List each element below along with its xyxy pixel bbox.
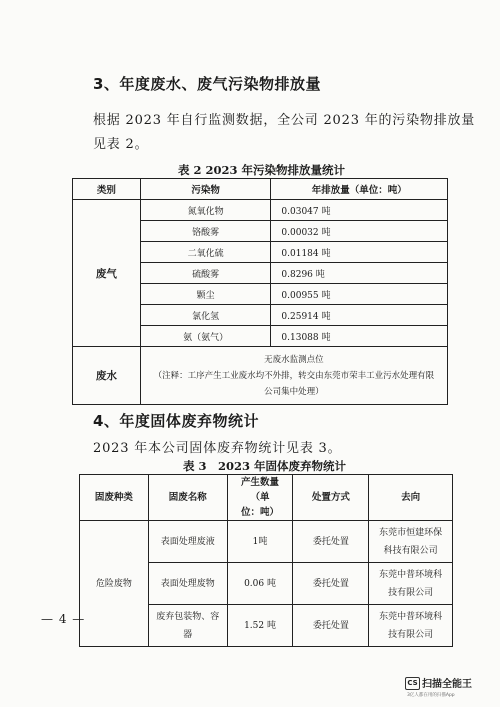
pollutant-name: 氨（氨气） bbox=[140, 326, 271, 347]
waste-dest-line2: 科技有限公司 bbox=[383, 545, 438, 556]
table3-header-dest: 去向 bbox=[369, 475, 453, 521]
pollutant-name: 颗尘 bbox=[140, 284, 271, 305]
table2-header-amount: 年排放量（单位：吨） bbox=[271, 179, 448, 200]
watermark-name: 扫描全能王 bbox=[422, 679, 472, 690]
waste-method: 委托处置 bbox=[293, 605, 369, 647]
watermark-subtitle: 3亿人都在用的扫描App bbox=[407, 693, 455, 698]
pollutant-amount: 0.13088 吨 bbox=[271, 326, 448, 347]
section3-heading: 3、年度废水、废气污染物排放量 bbox=[93, 75, 321, 93]
table3-caption: 表 3 2023 年固体废弃物统计 bbox=[183, 459, 347, 473]
pollutant-amount: 0.00955 吨 bbox=[271, 284, 448, 305]
pollutant-name: 氯化氢 bbox=[140, 305, 271, 326]
pollutant-name: 铬酸雾 bbox=[140, 221, 271, 242]
table2-header-pollutant: 污染物 bbox=[140, 179, 271, 200]
waste-name bbox=[148, 605, 227, 647]
waste-name: 表面处理废物 bbox=[148, 563, 227, 605]
pollutant-name: 硫酸雾 bbox=[140, 263, 271, 284]
table3-header-qty-line1: 产生数量（单 bbox=[241, 477, 280, 503]
section4-paragraph: 2023 年本公司固体废弃物统计见表 3。 bbox=[93, 441, 342, 456]
pollutant-amount: 0.00032 吨 bbox=[271, 221, 448, 242]
table3-header-method: 处置方式 bbox=[293, 475, 369, 521]
water-note-line1: 无废水监测点位 bbox=[264, 354, 324, 365]
table3-header-name: 固废名称 bbox=[148, 475, 227, 521]
pollutant-name: 氮氧化物 bbox=[140, 200, 271, 221]
table2-caption: 表 2 2023 年污染物排放量统计 bbox=[178, 163, 346, 177]
waste-method: 委托处置 bbox=[293, 521, 369, 563]
pollutant-amount: 0.03047 吨 bbox=[271, 200, 448, 221]
waste-dest bbox=[369, 521, 453, 563]
waste-method: 委托处置 bbox=[293, 563, 369, 605]
solid-waste-table bbox=[79, 474, 453, 647]
water-note-line3: 公司集中处理） bbox=[264, 386, 324, 397]
waste-name-line2: 器 bbox=[183, 629, 193, 640]
waste-dest bbox=[369, 563, 453, 605]
table3-header-qty-line2: 位：吨） bbox=[241, 507, 280, 518]
waste-name: 表面处理废液 bbox=[148, 521, 227, 563]
waste-dest-line1: 东莞市恒建环保 bbox=[379, 527, 443, 538]
pollutant-amount: 0.01184 吨 bbox=[271, 242, 448, 263]
air-category-cell: 废气 bbox=[73, 200, 141, 347]
table3-header-type: 固废种类 bbox=[80, 475, 149, 521]
table2-header-category: 类别 bbox=[73, 179, 141, 200]
section3-paragraph-line1: 根据 2023 年自行监测数据，全公司 2023 年的污染物排放量 bbox=[93, 113, 476, 128]
waste-dest-line1: 东莞中普环境科 bbox=[379, 611, 443, 622]
water-note-line2: （注释：工序产生工业废水均不外排，转交由东莞市荣丰工业污水处理有限 bbox=[153, 370, 435, 381]
table3-header-qty bbox=[227, 475, 293, 521]
pollutant-emission-table bbox=[72, 178, 448, 405]
page-number: — 4 — bbox=[41, 612, 86, 626]
waste-qty: 1吨 bbox=[227, 521, 293, 563]
waste-dest-line2: 技有限公司 bbox=[388, 587, 434, 598]
waste-qty: 0.06 吨 bbox=[227, 563, 293, 605]
waste-dest-line2: 技有限公司 bbox=[388, 629, 434, 640]
waste-name-line1: 废弃包装物、容 bbox=[156, 611, 220, 622]
waste-category-cell: 危险废物 bbox=[80, 521, 149, 647]
camscanner-logo-icon: CS bbox=[405, 677, 420, 690]
water-category-cell: 废水 bbox=[73, 347, 141, 405]
water-note-cell bbox=[140, 347, 447, 405]
pollutant-amount: 0.8296 吨 bbox=[271, 263, 448, 284]
waste-qty: 1.52 吨 bbox=[227, 605, 293, 647]
pollutant-amount: 0.25914 吨 bbox=[271, 305, 448, 326]
waste-dest-line1: 东莞中普环境科 bbox=[379, 569, 443, 580]
section3-paragraph-line2: 见表 2。 bbox=[93, 137, 149, 152]
pollutant-name: 二氧化硫 bbox=[140, 242, 271, 263]
waste-dest bbox=[369, 605, 453, 647]
section4-heading: 4、年度固体废弃物统计 bbox=[93, 412, 259, 430]
